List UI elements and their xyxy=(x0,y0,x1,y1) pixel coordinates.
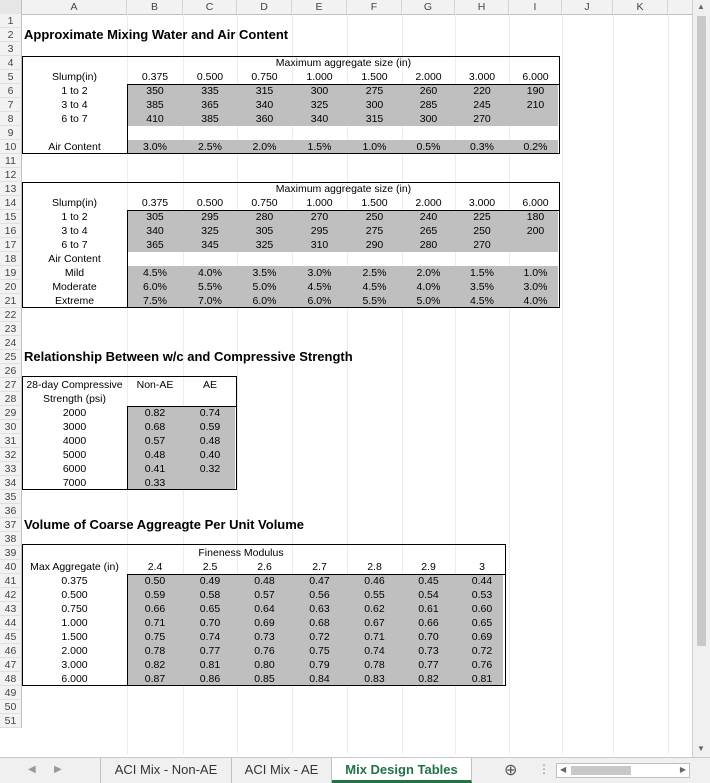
t2-value[interactable]: 250 xyxy=(473,225,491,237)
t4-fm[interactable]: 2.5 xyxy=(202,561,218,573)
row-header[interactable]: 23 xyxy=(0,322,22,336)
grid-line xyxy=(562,14,563,754)
column-header[interactable]: D xyxy=(237,0,292,14)
t4-agg-size[interactable]: 0.375 xyxy=(61,575,88,587)
t3-ae-value[interactable]: 0.59 xyxy=(199,421,221,433)
row-header[interactable]: 18 xyxy=(0,252,22,266)
t1-value[interactable]: 385 xyxy=(146,99,164,111)
t1-value[interactable]: 315 xyxy=(255,85,274,97)
t2-size-header[interactable]: Maximum aggregate size (in) xyxy=(275,183,412,195)
t3-nonae-value[interactable]: 0.41 xyxy=(144,463,166,475)
t1-size[interactable]: 0.750 xyxy=(251,71,278,83)
row-header[interactable]: 47 xyxy=(0,658,22,672)
row-header[interactable]: 3 xyxy=(0,42,22,56)
plus-circle-icon[interactable]: ⊕ xyxy=(504,762,518,779)
t4-value[interactable]: 0.53 xyxy=(471,589,493,601)
t2-air-value[interactable]: 3.0% xyxy=(307,267,332,279)
t3-ae-value[interactable] xyxy=(183,476,237,490)
t1-value[interactable]: 285 xyxy=(419,99,438,111)
t1-size[interactable]: 0.500 xyxy=(196,71,224,83)
t4-fm[interactable]: 2.8 xyxy=(367,561,382,573)
t2-value[interactable]: 295 xyxy=(310,225,329,237)
t3-label[interactable]: 28-day Compressive xyxy=(26,379,123,391)
t3-ae-value[interactable]: 0.74 xyxy=(199,407,221,419)
t3-strength[interactable]: 3000 xyxy=(62,421,87,433)
row-header[interactable]: 40 xyxy=(0,560,22,574)
t4-value[interactable]: 0.77 xyxy=(199,645,221,657)
t4-value[interactable]: 0.83 xyxy=(364,673,385,685)
t1-size[interactable]: 1.000 xyxy=(306,71,333,83)
t1-value[interactable]: 340 xyxy=(255,99,274,111)
t4-value[interactable]: 0.70 xyxy=(199,617,221,629)
column-header[interactable]: G xyxy=(402,0,455,14)
t4-value[interactable]: 0.78 xyxy=(144,645,166,657)
t4-value[interactable]: 0.68 xyxy=(309,617,330,629)
t4-value[interactable]: 0.71 xyxy=(364,631,385,643)
t2-air-value[interactable]: 2.0% xyxy=(416,267,441,279)
row-header[interactable]: 15 xyxy=(0,210,22,224)
row-header[interactable]: 6 xyxy=(0,84,22,98)
row-header[interactable]: 28 xyxy=(0,392,22,406)
t2-value[interactable]: 265 xyxy=(419,225,438,237)
t4-value[interactable]: 0.63 xyxy=(309,603,330,615)
t4-value[interactable]: 0.75 xyxy=(144,631,166,643)
t3-strength[interactable]: 2000 xyxy=(62,407,87,419)
t4-value[interactable]: 0.69 xyxy=(471,631,493,643)
t1-air-value[interactable]: 0.2% xyxy=(523,141,548,153)
row-header[interactable]: 25 xyxy=(0,350,22,364)
row-header[interactable]: 1 xyxy=(0,14,22,28)
t4-agg-size[interactable]: 6.000 xyxy=(61,673,88,685)
t4-value[interactable]: 0.86 xyxy=(199,673,221,685)
sheet-tab-bar xyxy=(0,757,710,783)
t1-value[interactable]: 315 xyxy=(365,113,384,125)
scroll-up-icon[interactable]: ▲ xyxy=(697,2,705,11)
row-header[interactable]: 2 xyxy=(0,28,22,42)
row-header[interactable]: 50 xyxy=(0,700,22,714)
t2-value[interactable] xyxy=(509,238,562,252)
t2-value[interactable]: 290 xyxy=(365,239,384,251)
t4-value[interactable]: 0.60 xyxy=(471,603,493,615)
sheet-tab[interactable]: Mix Design Tables xyxy=(332,758,472,783)
t2-value[interactable]: 365 xyxy=(146,239,164,251)
column-header[interactable]: E xyxy=(292,0,347,14)
row-header[interactable]: 32 xyxy=(0,448,22,462)
scroll-thumb[interactable] xyxy=(697,16,706,646)
t2-value[interactable]: 340 xyxy=(146,225,164,237)
t1-value[interactable]: 360 xyxy=(255,113,274,125)
column-header[interactable]: F xyxy=(347,0,402,14)
t1-value[interactable] xyxy=(509,112,562,126)
t2-air-value[interactable]: 3.5% xyxy=(470,281,494,293)
t1-value[interactable]: 410 xyxy=(146,113,164,125)
t2-row-label[interactable]: 1 to 2 xyxy=(61,211,88,223)
t3-ae-value[interactable]: 0.32 xyxy=(199,463,221,475)
t1-air-value[interactable]: 3.0% xyxy=(143,141,167,153)
row-header[interactable]: 17 xyxy=(0,238,22,252)
t2-air-value[interactable]: 4.5% xyxy=(362,281,387,293)
t2-air-value[interactable]: 1.0% xyxy=(523,267,548,279)
t2-air-value[interactable]: 4.5% xyxy=(143,267,167,279)
t1-air-value[interactable]: 2.0% xyxy=(252,141,277,153)
scroll-right-icon[interactable]: ▶ xyxy=(679,765,686,774)
t4-value[interactable]: 0.61 xyxy=(418,603,439,615)
t2-value[interactable]: 325 xyxy=(255,239,274,251)
t3-nonae-value[interactable]: 0.57 xyxy=(144,435,166,447)
horizontal-thumb[interactable] xyxy=(571,766,631,775)
t2-value[interactable]: 280 xyxy=(255,211,274,223)
t4-agg-size[interactable]: 1.500 xyxy=(61,631,88,643)
t4-value[interactable]: 0.50 xyxy=(144,575,166,587)
t4-value[interactable]: 0.55 xyxy=(364,589,385,601)
t1-row-label[interactable]: 3 to 4 xyxy=(61,99,88,111)
t3-strength[interactable]: 7000 xyxy=(62,477,87,489)
t1-air-label[interactable]: Air Content xyxy=(48,141,101,153)
t2-value[interactable]: 250 xyxy=(365,211,384,223)
t1-size-header[interactable]: Maximum aggregate size (in) xyxy=(275,57,412,69)
row-header[interactable]: 38 xyxy=(0,532,22,546)
t1-value[interactable]: 300 xyxy=(419,113,438,125)
t2-air-value[interactable]: 3.5% xyxy=(252,267,277,279)
select-all-corner[interactable] xyxy=(0,0,22,14)
t4-value[interactable]: 0.44 xyxy=(471,575,493,587)
t4-fm[interactable]: 2.4 xyxy=(147,561,163,573)
t2-size[interactable]: 3.000 xyxy=(468,197,496,209)
t2-value[interactable]: 295 xyxy=(201,211,219,223)
t3-strength[interactable]: 4000 xyxy=(62,435,87,447)
t4-value[interactable]: 0.75 xyxy=(309,645,330,657)
t4-value[interactable]: 0.72 xyxy=(309,631,330,643)
vertical-scrollbar[interactable] xyxy=(692,0,710,757)
t1-value[interactable]: 300 xyxy=(310,85,329,97)
row-header[interactable]: 39 xyxy=(0,546,22,560)
row-header[interactable]: 41 xyxy=(0,574,22,588)
row-header[interactable]: 42 xyxy=(0,588,22,602)
row-header[interactable]: 49 xyxy=(0,686,22,700)
column-header[interactable]: H xyxy=(455,0,509,14)
row-header[interactable]: 26 xyxy=(0,364,22,378)
t2-air-value[interactable]: 5.5% xyxy=(362,295,387,307)
t3-title: Relationship Between w/c and Compressive Strength xyxy=(24,349,353,364)
t3-strength[interactable]: 5000 xyxy=(62,449,87,461)
t1-value[interactable]: 385 xyxy=(201,113,219,125)
t3-strength[interactable]: 6000 xyxy=(62,463,87,475)
t2-air-value[interactable]: 4.0% xyxy=(523,295,548,307)
t3-nonae-value[interactable]: 0.33 xyxy=(144,477,166,489)
t1-value[interactable]: 350 xyxy=(146,85,164,97)
t3-ae-value[interactable]: 0.48 xyxy=(199,435,221,447)
row-header[interactable]: 24 xyxy=(0,336,22,350)
t4-value[interactable]: 0.59 xyxy=(144,589,166,601)
row-header[interactable]: 5 xyxy=(0,70,22,84)
row-header[interactable]: 21 xyxy=(0,294,22,308)
t4-fm-header[interactable]: Fineness Modulus xyxy=(198,547,284,559)
row-header[interactable]: 12 xyxy=(0,168,22,182)
t1-value[interactable]: 260 xyxy=(419,85,438,97)
t2-value[interactable]: 310 xyxy=(310,239,329,251)
t4-agg-size[interactable]: 1.000 xyxy=(61,617,88,629)
t2-exposure-label[interactable]: Extreme xyxy=(54,295,95,307)
t1-size[interactable]: 2.000 xyxy=(415,71,442,83)
t3-nonae-value[interactable]: 0.48 xyxy=(144,449,166,461)
t4-value[interactable]: 0.74 xyxy=(364,645,385,657)
t1-value[interactable]: 300 xyxy=(365,99,384,111)
row-header[interactable]: 27 xyxy=(0,378,22,392)
t2-exposure-label[interactable]: Mild xyxy=(64,267,85,279)
t2-air-value[interactable]: 5.5% xyxy=(198,281,222,293)
t4-value[interactable]: 0.69 xyxy=(254,617,275,629)
t1-value[interactable]: 335 xyxy=(201,85,219,97)
t2-air-value[interactable]: 4.0% xyxy=(198,267,222,279)
t2-air-value[interactable]: 3.0% xyxy=(523,281,548,293)
t4-fm[interactable]: 3 xyxy=(479,561,485,573)
t4-value[interactable]: 0.76 xyxy=(471,659,493,671)
t2-value[interactable]: 345 xyxy=(201,239,219,251)
t1-value[interactable]: 340 xyxy=(310,113,329,125)
t2-air-value[interactable]: 4.5% xyxy=(307,281,332,293)
t2-value[interactable]: 275 xyxy=(365,225,384,237)
t3-col-header[interactable]: AE xyxy=(202,379,217,391)
row-header[interactable]: 37 xyxy=(0,518,22,532)
row-header[interactable]: 45 xyxy=(0,630,22,644)
t2-row-label[interactable]: 3 to 4 xyxy=(61,225,88,237)
scroll-down-icon[interactable]: ▼ xyxy=(697,744,705,753)
t3-ae-value[interactable]: 0.40 xyxy=(199,449,221,461)
t2-value[interactable]: 240 xyxy=(419,211,438,223)
t2-air-value[interactable]: 7.5% xyxy=(143,295,167,307)
t4-value[interactable]: 0.57 xyxy=(254,589,275,601)
t2-value[interactable]: 270 xyxy=(310,211,329,223)
scroll-left-icon[interactable]: ◀ xyxy=(560,765,567,774)
chevron-left-icon[interactable]: ◀ xyxy=(28,764,36,775)
t4-agg-size[interactable]: 0.500 xyxy=(61,589,88,601)
t2-size[interactable]: 1.000 xyxy=(306,197,333,209)
t2-air-value[interactable]: 6.0% xyxy=(252,295,277,307)
row-header[interactable]: 46 xyxy=(0,644,22,658)
row-header[interactable]: 51 xyxy=(0,714,22,728)
t2-air-value[interactable]: 6.0% xyxy=(143,281,167,293)
t1-size[interactable]: 3.000 xyxy=(468,71,496,83)
column-header[interactable]: I xyxy=(509,0,562,14)
t2-value[interactable]: 270 xyxy=(473,239,491,251)
t2-air-value[interactable]: 6.0% xyxy=(307,295,332,307)
t1-value[interactable]: 220 xyxy=(473,85,491,97)
t1-air-value[interactable]: 0.3% xyxy=(470,141,494,153)
t4-value[interactable]: 0.49 xyxy=(199,575,221,587)
t4-value[interactable]: 0.73 xyxy=(418,645,439,657)
sheet-tab[interactable]: ACI Mix - Non-AE xyxy=(100,758,232,783)
t4-value[interactable]: 0.58 xyxy=(199,589,221,601)
grid-line xyxy=(613,14,614,754)
row-header[interactable]: 4 xyxy=(0,56,22,70)
t4-fm[interactable]: 2.7 xyxy=(312,561,327,573)
row-header[interactable]: 29 xyxy=(0,406,22,420)
t4-value[interactable]: 0.77 xyxy=(418,659,439,671)
t2-exposure-label[interactable]: Moderate xyxy=(52,281,97,293)
t4-value[interactable]: 0.78 xyxy=(364,659,385,671)
t1-title: Approximate Mixing Water and Air Content xyxy=(24,27,289,42)
chevron-right-icon[interactable]: ▶ xyxy=(54,764,62,775)
t2-value[interactable]: 180 xyxy=(526,211,545,223)
t1-value[interactable]: 245 xyxy=(473,99,491,111)
t4-value[interactable]: 0.82 xyxy=(144,659,166,671)
t2-air-label[interactable]: Air Content xyxy=(48,253,101,265)
column-header[interactable]: C xyxy=(183,0,237,14)
grid-line xyxy=(668,14,669,754)
t2-size[interactable]: 0.750 xyxy=(251,197,278,209)
row-header[interactable]: 34 xyxy=(0,476,22,490)
t2-value[interactable]: 305 xyxy=(146,211,164,223)
t4-value[interactable]: 0.47 xyxy=(309,575,330,587)
t2-air-value[interactable]: 1.5% xyxy=(470,267,494,279)
t2-size[interactable]: 2.000 xyxy=(415,197,442,209)
t2-air-value[interactable]: 4.5% xyxy=(470,295,494,307)
t1-value[interactable]: 365 xyxy=(201,99,219,111)
t2-value[interactable]: 280 xyxy=(419,239,438,251)
column-header[interactable]: K xyxy=(613,0,668,14)
row-header[interactable]: 19 xyxy=(0,266,22,280)
t4-fm[interactable]: 2.9 xyxy=(421,561,436,573)
row-header[interactable]: 9 xyxy=(0,126,22,140)
row-header[interactable]: 20 xyxy=(0,280,22,294)
t4-value[interactable]: 0.65 xyxy=(199,603,221,615)
t2-value[interactable]: 200 xyxy=(526,225,545,237)
t4-value[interactable]: 0.81 xyxy=(199,659,221,671)
row-header[interactable]: 35 xyxy=(0,490,22,504)
column-header[interactable]: A xyxy=(22,0,127,14)
t4-value[interactable]: 0.79 xyxy=(309,659,330,671)
more-icon[interactable]: ⋮ xyxy=(538,762,550,776)
row-header[interactable]: 7 xyxy=(0,98,22,112)
t4-value[interactable]: 0.74 xyxy=(199,631,221,643)
t4-agg-size[interactable]: 0.750 xyxy=(61,603,88,615)
t3-col-header[interactable]: Non-AE xyxy=(136,379,174,391)
row-header[interactable]: 10 xyxy=(0,140,22,154)
t4-value[interactable]: 0.46 xyxy=(364,575,385,587)
t1-value[interactable]: 210 xyxy=(526,99,545,111)
t1-value[interactable]: 270 xyxy=(473,113,491,125)
t2-value[interactable]: 225 xyxy=(473,211,491,223)
row-header[interactable]: 13 xyxy=(0,182,22,196)
t2-row-label[interactable]: 6 to 7 xyxy=(61,239,88,251)
t4-value[interactable]: 0.73 xyxy=(254,631,275,643)
t4-value[interactable]: 0.66 xyxy=(144,603,166,615)
t2-value[interactable]: 325 xyxy=(201,225,219,237)
t1-row-label[interactable]: 1 to 2 xyxy=(61,85,88,97)
t1-value[interactable]: 275 xyxy=(365,85,384,97)
row-header[interactable]: 43 xyxy=(0,602,22,616)
t4-title: Volume of Coarse Aggreagte Per Unit Volume xyxy=(24,517,305,532)
t4-value[interactable]: 0.66 xyxy=(418,617,439,629)
t1-size[interactable]: 1.500 xyxy=(361,71,388,83)
t1-size[interactable]: 0.375 xyxy=(141,71,169,83)
t4-value[interactable]: 0.71 xyxy=(144,617,166,629)
t4-value[interactable]: 0.85 xyxy=(254,673,275,685)
t4-agg-label[interactable]: Max Aggregate (in) xyxy=(30,561,119,573)
t2-value[interactable]: 305 xyxy=(255,225,274,237)
column-header[interactable]: J xyxy=(562,0,613,14)
horizontal-scrollbar[interactable] xyxy=(556,763,690,778)
t4-value[interactable]: 0.67 xyxy=(364,617,385,629)
t4-value[interactable]: 0.80 xyxy=(254,659,275,671)
t4-value[interactable]: 0.84 xyxy=(309,673,330,685)
t1-air-value[interactable]: 0.5% xyxy=(416,141,441,153)
t4-value[interactable]: 0.48 xyxy=(254,575,275,587)
row-header[interactable]: 31 xyxy=(0,434,22,448)
row-header[interactable]: 48 xyxy=(0,672,22,686)
t1-air-value[interactable]: 2.5% xyxy=(198,141,222,153)
t2-air-value[interactable]: 4.0% xyxy=(416,281,441,293)
t2-air-value[interactable]: 2.5% xyxy=(362,267,387,279)
t2-air-value[interactable]: 5.0% xyxy=(416,295,441,307)
t3-label[interactable]: Strength (psi) xyxy=(42,393,107,405)
t1-air-value[interactable]: 1.5% xyxy=(307,141,332,153)
t2-slump-label[interactable]: Slump(in) xyxy=(52,197,97,209)
t2-size[interactable]: 0.375 xyxy=(141,197,169,209)
row-header[interactable]: 16 xyxy=(0,224,22,238)
t4-value[interactable]: 0.64 xyxy=(254,603,275,615)
t2-air-value[interactable]: 7.0% xyxy=(198,295,222,307)
row-header[interactable]: 33 xyxy=(0,462,22,476)
t4-value[interactable]: 0.87 xyxy=(144,673,166,685)
t1-value[interactable]: 325 xyxy=(310,99,329,111)
t4-value[interactable]: 0.62 xyxy=(364,603,385,615)
t4-value[interactable]: 0.65 xyxy=(471,617,493,629)
row-header[interactable]: 30 xyxy=(0,420,22,434)
t2-air-value[interactable]: 5.0% xyxy=(252,281,277,293)
t4-value[interactable]: 0.76 xyxy=(254,645,275,657)
t4-value[interactable]: 0.82 xyxy=(418,673,439,685)
t3-nonae-value[interactable]: 0.68 xyxy=(144,421,166,433)
t4-value[interactable]: 0.45 xyxy=(418,575,439,587)
row-header[interactable]: 8 xyxy=(0,112,22,126)
t1-air-value[interactable]: 1.0% xyxy=(362,141,387,153)
t4-agg-size[interactable]: 3.000 xyxy=(61,659,88,671)
row-header[interactable]: 14 xyxy=(0,196,22,210)
row-header[interactable]: 44 xyxy=(0,616,22,630)
t4-value[interactable]: 0.56 xyxy=(309,589,330,601)
t3-nonae-value[interactable]: 0.82 xyxy=(144,407,166,419)
row-header[interactable]: 22 xyxy=(0,308,22,322)
t1-slump-label[interactable]: Slump(in) xyxy=(52,71,97,83)
t2-size[interactable]: 0.500 xyxy=(196,197,224,209)
t2-size[interactable]: 1.500 xyxy=(361,197,388,209)
t1-size[interactable]: 6.000 xyxy=(522,71,549,83)
column-header[interactable]: B xyxy=(127,0,183,14)
t4-value[interactable]: 0.81 xyxy=(471,673,493,685)
t4-fm[interactable]: 2.6 xyxy=(257,561,272,573)
t4-value[interactable]: 0.54 xyxy=(418,589,439,601)
t1-row-label[interactable]: 6 to 7 xyxy=(61,113,88,125)
row-header[interactable]: 11 xyxy=(0,154,22,168)
t1-value[interactable]: 190 xyxy=(526,85,545,97)
row-header[interactable]: 36 xyxy=(0,504,22,518)
t4-agg-size[interactable]: 2.000 xyxy=(61,645,88,657)
t4-value[interactable]: 0.70 xyxy=(418,631,439,643)
sheet-tab[interactable]: ACI Mix - AE xyxy=(232,758,332,783)
t2-size[interactable]: 6.000 xyxy=(522,197,549,209)
t4-value[interactable]: 0.72 xyxy=(471,645,493,657)
